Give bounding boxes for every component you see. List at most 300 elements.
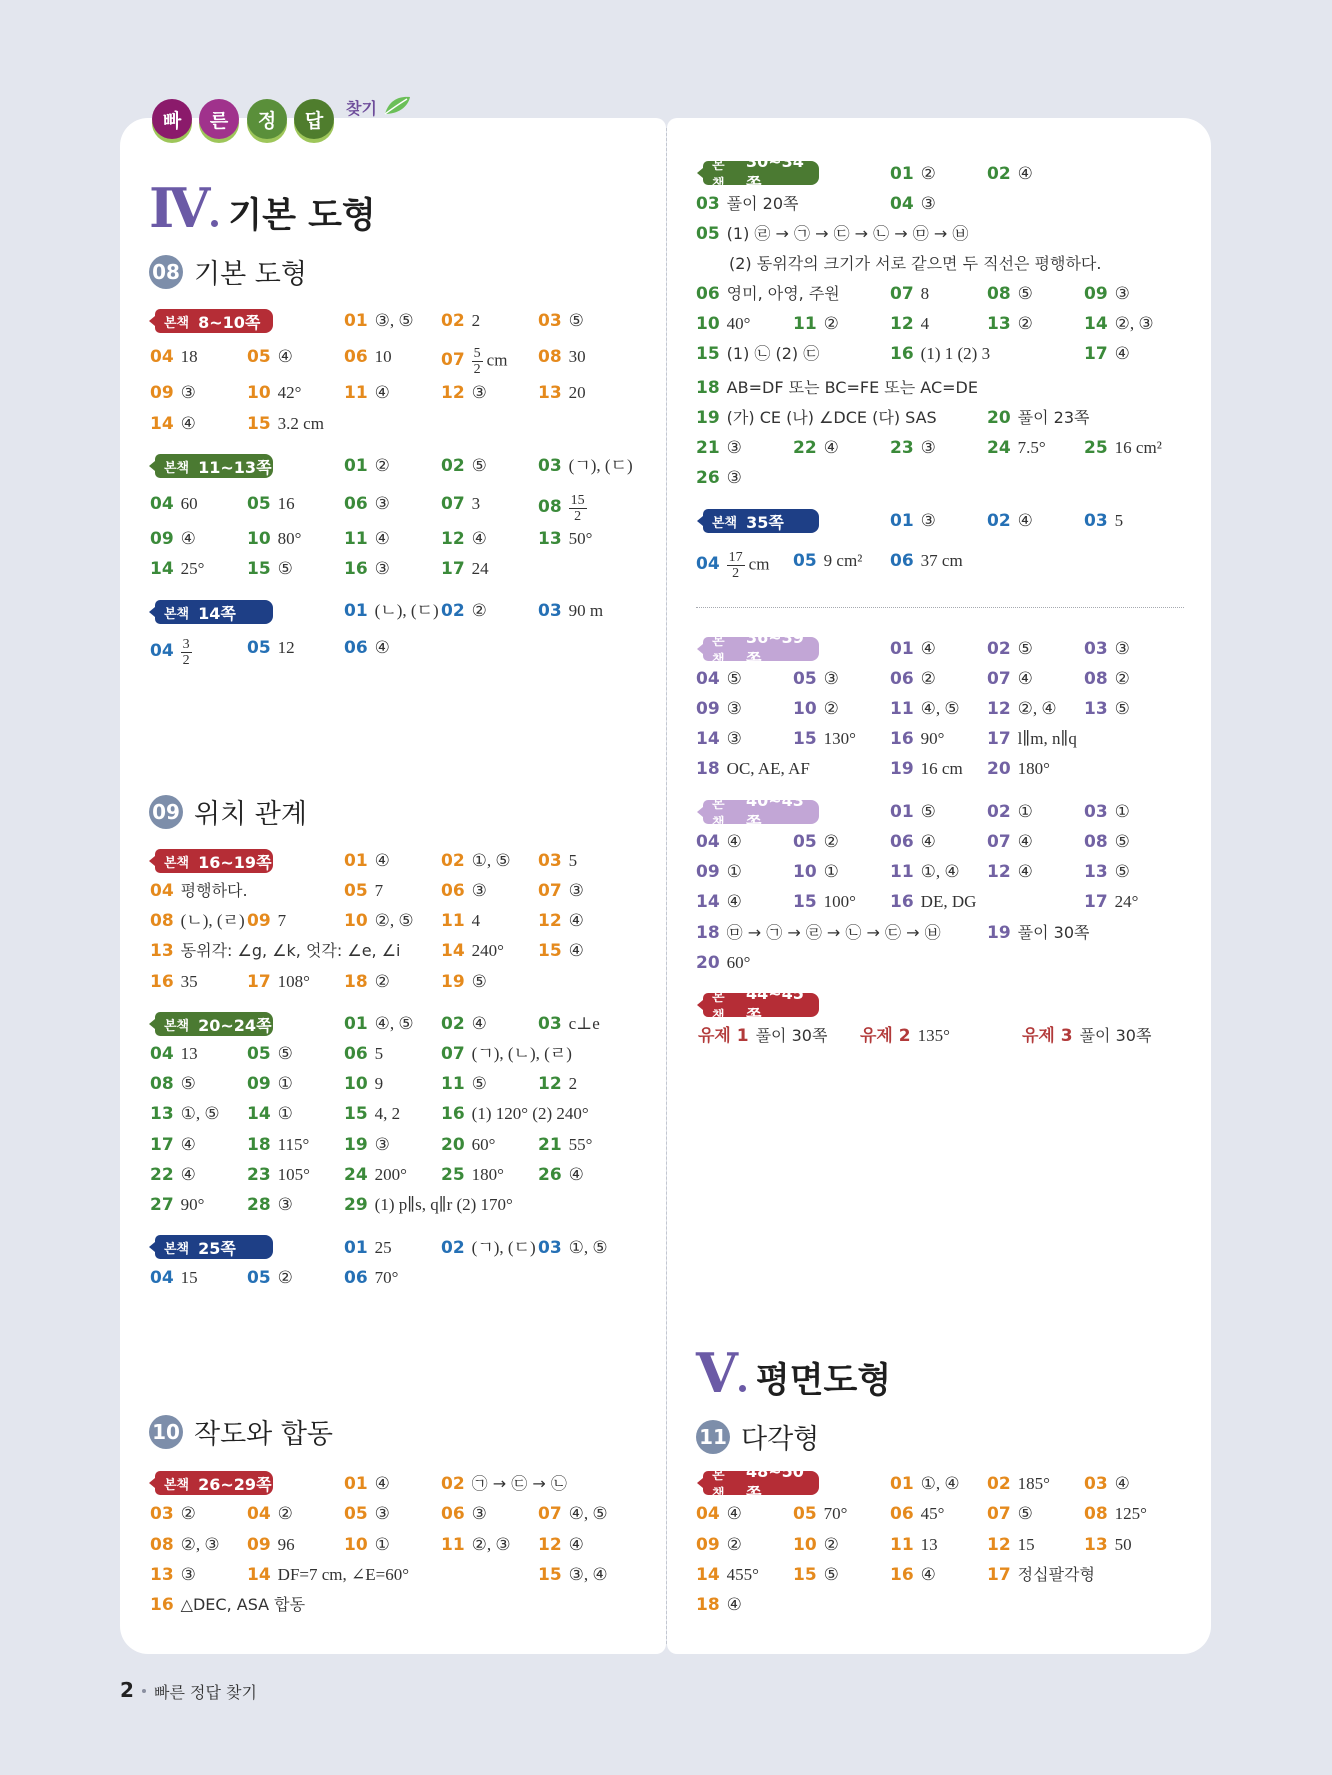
fraction	[472, 346, 483, 377]
answer-value: ④	[1017, 164, 1033, 183]
answer-value: ③	[920, 511, 936, 530]
question-number: 07	[987, 669, 1011, 689]
answer-item	[793, 1503, 847, 1525]
question-number: 14	[441, 941, 465, 961]
answer-value: ④	[1017, 862, 1033, 881]
answer-item	[987, 283, 1033, 305]
answer-value: ㉠ → ㉢ → ㉡	[471, 1474, 567, 1493]
answer-value: 5	[374, 1044, 384, 1063]
unit-numeral: Ⅴ	[696, 1344, 736, 1404]
question-number: 15	[344, 1104, 368, 1124]
answer-item	[150, 528, 196, 550]
pill-label: 본책	[164, 855, 190, 871]
answer-value: ①, ④	[920, 862, 960, 881]
answer-value: ③	[471, 1504, 487, 1523]
answer-item	[890, 1473, 960, 1495]
answer-item	[441, 940, 504, 962]
answer-value: 풀이 30쪽	[1017, 923, 1090, 942]
question-number: 09	[150, 383, 174, 403]
answer-value: ⑤	[277, 1044, 293, 1063]
answer-item	[441, 1164, 504, 1186]
question-number: 05	[793, 551, 817, 571]
answer-item	[987, 1564, 1095, 1586]
answer-item	[247, 1043, 293, 1065]
answer-value: 185°	[1017, 1474, 1050, 1493]
answer-item	[987, 758, 1050, 780]
page-range-pill	[703, 791, 819, 832]
answer-value: 3	[471, 494, 481, 513]
answer-value: AB=DF 또는 BC=FE 또는 AC=DE	[726, 378, 978, 397]
answer-value: ④	[1017, 669, 1033, 688]
answer-value: 4	[471, 911, 481, 930]
answer-value: ②	[1017, 314, 1033, 333]
question-number: 15	[793, 892, 817, 912]
answer-item	[890, 550, 963, 572]
question-number: 09	[247, 1074, 271, 1094]
answer-value: ②	[823, 1535, 839, 1554]
question-number: 03	[538, 1014, 562, 1034]
answer-item	[698, 1025, 827, 1047]
question-number: 09	[1084, 284, 1108, 304]
unit-dot	[739, 1385, 746, 1392]
answer-item	[150, 346, 198, 368]
answer-value: 42°	[277, 383, 302, 402]
page-range: 16~19쪽	[198, 852, 272, 872]
answer-value: ①	[1017, 802, 1033, 821]
answer-item	[793, 831, 839, 853]
leaf-icon	[383, 94, 411, 116]
question-number: 06	[344, 347, 368, 367]
answer-value: 200°	[374, 1165, 407, 1184]
answer-value: 9	[374, 1074, 384, 1093]
answer-item	[441, 382, 487, 404]
question-number: 06	[890, 551, 914, 571]
question-number: 18	[247, 1135, 271, 1155]
answer-item	[441, 910, 480, 932]
answer-value: 455°	[726, 1565, 759, 1584]
fraction-numerator: 17	[728, 550, 743, 565]
question-number: 09	[696, 699, 720, 719]
question-number: 04	[696, 1504, 720, 1524]
answer-item	[247, 382, 301, 404]
answer-value: ④	[180, 1165, 196, 1184]
question-number: 20	[441, 1135, 465, 1155]
chapter-title: 작도와 합동	[194, 1419, 333, 1450]
question-number: 01	[890, 1474, 914, 1494]
question-number: 13	[987, 314, 1011, 334]
answer-value: 16 cm	[920, 759, 963, 778]
question-number: 16	[890, 1565, 914, 1585]
answer-item	[247, 637, 295, 659]
question-number: 04	[150, 641, 174, 662]
answer-item	[344, 637, 390, 659]
question-number: 02	[987, 1474, 1011, 1494]
answer-value: (1) p∥s, q∥r (2) 170°	[374, 1195, 513, 1214]
page-range-pill	[703, 984, 819, 1025]
answer-value: 풀이 30쪽	[755, 1026, 828, 1045]
answer-item	[793, 698, 839, 720]
question-number: 03	[538, 1238, 562, 1258]
page-range: 26~29쪽	[198, 1474, 272, 1494]
pill-label: 본책	[164, 315, 190, 331]
fraction-denominator: 2	[574, 509, 582, 524]
answer-item	[247, 1103, 293, 1125]
question-number: 01	[344, 1014, 368, 1034]
question-number: 01	[344, 456, 368, 476]
answer-item	[247, 1267, 293, 1289]
question-number: 16	[890, 729, 914, 749]
answer-item	[890, 437, 936, 459]
answer-item	[696, 467, 742, 489]
answer-item	[987, 668, 1033, 690]
answer-value: 55°	[568, 1135, 593, 1154]
question-number: 19	[890, 759, 914, 779]
question-number: 05	[344, 881, 368, 901]
answer-item	[441, 880, 487, 902]
question-number: 02	[441, 311, 465, 331]
answer-item	[441, 1134, 495, 1156]
question-number: 17	[987, 1565, 1011, 1585]
fraction-numerator: 3	[182, 637, 190, 652]
answer-value: 35	[180, 972, 198, 991]
question-number: 06	[890, 832, 914, 852]
pill-label: 본책	[712, 515, 738, 531]
question-number: 14	[247, 1565, 271, 1585]
pill-label: 본책	[164, 1241, 190, 1257]
question-number: 13	[150, 1565, 174, 1585]
answer-value: ②	[726, 1535, 742, 1554]
answer-value: 7	[374, 881, 384, 900]
answer-value: 2	[471, 311, 481, 330]
question-number: 05	[247, 638, 271, 658]
answer-item	[1084, 343, 1130, 365]
answer-value: 2	[568, 1074, 578, 1093]
answer-value: ④	[726, 892, 742, 911]
answer-value: ①, ⑤	[471, 851, 511, 870]
answer-item	[890, 343, 990, 365]
question-number: 06	[344, 1044, 368, 1064]
question-number: 01	[344, 601, 368, 621]
answer-value: 4	[920, 314, 930, 333]
answer-item	[150, 1503, 196, 1525]
answer-value: ③	[374, 494, 390, 513]
answer-value: 풀이 30쪽	[1079, 1026, 1152, 1045]
unit-dot	[211, 220, 218, 227]
answer-item	[344, 1134, 390, 1156]
answer-value: ⑤	[1114, 832, 1130, 851]
question-number: 08	[150, 911, 174, 931]
answer-value: 40°	[726, 314, 751, 333]
answer-item	[1084, 698, 1130, 720]
answer-item	[696, 1503, 742, 1525]
question-number: 09	[696, 862, 720, 882]
question-number: 13	[1084, 1535, 1108, 1555]
answer-item	[344, 1164, 407, 1186]
answer-item	[1084, 861, 1130, 883]
question-number: 16	[150, 972, 174, 992]
question-number: 07	[987, 832, 1011, 852]
question-number: 03	[1084, 511, 1108, 531]
answer-value: 180°	[471, 1165, 504, 1184]
question-number: 09	[247, 911, 271, 931]
answer-value: (ㄱ), (ㄷ)	[568, 456, 633, 475]
question-number: 08	[1084, 832, 1108, 852]
question-number: 05	[247, 494, 271, 514]
answer-value: ④	[374, 1474, 390, 1493]
header-badge: 정	[247, 99, 287, 139]
footer-title: 빠른 정답 찾기	[154, 1683, 257, 1702]
answer-value: ④	[920, 1565, 936, 1584]
question-number: 08	[538, 497, 562, 518]
question-number: 11	[890, 1535, 914, 1555]
answer-item	[696, 437, 742, 459]
answer-item	[538, 1237, 608, 1259]
answer-value: ⑤	[471, 456, 487, 475]
answer-value: ⑤	[180, 1074, 196, 1093]
question-number: 03	[696, 194, 720, 214]
answer-item	[538, 528, 592, 550]
answer-item	[987, 698, 1057, 720]
answer-item	[890, 801, 936, 823]
answer-item	[696, 922, 941, 944]
answer-value: 240°	[471, 941, 504, 960]
question-number: 03	[1084, 1474, 1108, 1494]
question-number: 12	[538, 911, 562, 931]
answer-item	[538, 1534, 584, 1556]
answer-item	[150, 1267, 198, 1289]
answer-item	[890, 638, 936, 660]
answer-item	[793, 313, 839, 335]
answer-value: 125°	[1114, 1504, 1147, 1523]
question-number: 19	[441, 972, 465, 992]
fraction-numerator: 15	[570, 493, 585, 508]
answer-value: (가) CE (나) ∠DCE (다) SAS	[726, 408, 937, 427]
answer-item	[1084, 801, 1130, 823]
answer-value: 15	[180, 1268, 198, 1287]
answer-item	[247, 1134, 309, 1156]
answer-item	[793, 861, 839, 883]
answer-item	[1084, 1473, 1130, 1495]
question-number: 01	[344, 311, 368, 331]
answer-value: 5	[1114, 511, 1124, 530]
question-number: 03	[1084, 639, 1108, 659]
question-number: 01	[890, 639, 914, 659]
question-number: 04	[150, 1268, 174, 1288]
answer-value: ②	[920, 164, 936, 183]
answer-item	[793, 891, 856, 913]
question-number: 20	[987, 759, 1011, 779]
question-number: 11	[890, 862, 914, 882]
question-number: 14	[150, 559, 174, 579]
answer-item	[538, 1164, 584, 1186]
answer-value: (2) 동위각의 크기가 서로 같으면 두 직선은 평행하다.	[729, 254, 1102, 273]
answer-item	[1084, 831, 1130, 853]
header-badge: 빠	[152, 99, 192, 139]
question-number: 07	[890, 284, 914, 304]
answer-item	[441, 971, 487, 993]
answer-value: ①, ⑤	[568, 1238, 608, 1257]
question-number: 18	[696, 1595, 720, 1615]
answer-item	[247, 1564, 409, 1586]
question-number: 11	[441, 1074, 465, 1094]
answer-item	[441, 1043, 572, 1065]
question-number: 04	[150, 881, 174, 901]
question-number: 11	[890, 699, 914, 719]
answer-value: 24	[471, 559, 489, 578]
answer-item	[150, 493, 198, 515]
answer-value: 70°	[823, 1504, 848, 1523]
answer-item	[538, 1073, 577, 1095]
answer-value: 90°	[180, 1195, 205, 1214]
chapter-number: 08	[149, 255, 183, 289]
question-number: 10	[247, 383, 271, 403]
header-badge: 답	[294, 99, 334, 139]
pill-label: 본책	[712, 634, 725, 668]
answer-item	[344, 455, 390, 477]
question-number: 10	[793, 1535, 817, 1555]
page-range: 20~24쪽	[198, 1015, 272, 1035]
answer-item	[696, 193, 799, 215]
question-number: 06	[344, 638, 368, 658]
answer-item	[441, 850, 511, 872]
question-number: 10	[696, 314, 720, 334]
question-number: 29	[344, 1195, 368, 1215]
answer-value: ④	[568, 1165, 584, 1184]
answer-value: ④	[277, 347, 293, 366]
question-number: 05	[793, 832, 817, 852]
answer-item	[1084, 437, 1162, 459]
answer-item	[150, 1164, 196, 1186]
answer-item	[150, 910, 245, 932]
question-number: 12	[987, 699, 1011, 719]
answer-item	[247, 528, 301, 550]
question-number: 02	[987, 802, 1011, 822]
fraction-numerator: 5	[473, 346, 481, 361]
question-number: 06	[441, 1504, 465, 1524]
answer-item	[344, 1473, 390, 1495]
question-number: 15	[696, 344, 720, 364]
answer-item	[344, 971, 390, 993]
page-range-pill	[155, 1012, 273, 1036]
answer-value: ④	[726, 1504, 742, 1523]
answer-value: 115°	[277, 1135, 310, 1154]
question-number: 21	[538, 1135, 562, 1155]
answer-value: ③	[920, 194, 936, 213]
answer-value: 16	[277, 494, 295, 513]
answer-value: ②, ③	[1114, 314, 1154, 333]
answer-value: ③, ⑤	[374, 311, 414, 330]
page-spine	[666, 128, 667, 1644]
answer-item	[890, 728, 944, 750]
question-number: 14	[150, 414, 174, 434]
answer-value: ①	[277, 1074, 293, 1093]
question-number: 26	[538, 1165, 562, 1185]
question-number: 02	[441, 456, 465, 476]
question-number: 17	[987, 729, 1011, 749]
question-number: 21	[696, 438, 720, 458]
answer-value: 5	[568, 851, 578, 870]
answer-item	[696, 758, 810, 780]
question-number: 28	[247, 1195, 271, 1215]
page-range: 36~39쪽	[745, 628, 804, 669]
answer-value: OC, AE, AF	[726, 759, 810, 778]
pill-label: 본책	[164, 606, 190, 622]
question-number: 01	[890, 802, 914, 822]
answer-item	[793, 668, 839, 690]
answer-value: ①	[277, 1104, 293, 1123]
unit-name: 기본 도형	[228, 196, 376, 236]
answer-value: 25°	[180, 559, 205, 578]
answer-item	[538, 850, 577, 872]
unit-title	[149, 176, 376, 240]
answer-item	[696, 1594, 742, 1616]
answer-item	[150, 880, 248, 902]
unit-name: 평면도형	[755, 1361, 892, 1401]
chapter-title: 기본 도형	[194, 259, 307, 290]
answer-item	[344, 1267, 398, 1289]
answer-item	[441, 1103, 589, 1125]
question-number: 25	[1084, 438, 1108, 458]
question-number: 12	[538, 1535, 562, 1555]
question-number: 17	[150, 1135, 174, 1155]
question-number: 22	[150, 1165, 174, 1185]
question-number: 11	[793, 314, 817, 334]
question-number: 01	[344, 1474, 368, 1494]
question-number: 06	[344, 1268, 368, 1288]
question-number: 19	[987, 923, 1011, 943]
answer-value: ④, ⑤	[920, 699, 960, 718]
question-number: 24	[987, 438, 1011, 458]
answer-value: ④	[1017, 832, 1033, 851]
answer-value: 풀이 20쪽	[726, 194, 799, 213]
question-number: 25	[441, 1165, 465, 1185]
answer-item	[1084, 313, 1154, 335]
answer-value: ③	[374, 559, 390, 578]
answer-value: 7.5°	[1017, 438, 1046, 457]
question-number: 12	[538, 1074, 562, 1094]
answer-item	[150, 1594, 305, 1616]
answer-item	[890, 283, 929, 305]
page-range-pill	[703, 152, 819, 193]
answer-item	[696, 313, 750, 335]
answer-item	[890, 163, 936, 185]
question-number: 04	[696, 832, 720, 852]
question-number: 11	[344, 383, 368, 403]
answer-item	[987, 510, 1033, 532]
answer-value: ④	[920, 832, 936, 851]
answer-item	[538, 880, 584, 902]
answer-item	[247, 971, 310, 993]
question-number: 20	[696, 953, 720, 973]
answer-item	[344, 558, 390, 580]
answer-value: 24°	[1114, 892, 1139, 911]
answer-value: 108°	[277, 972, 310, 991]
question-number: 07	[538, 1504, 562, 1524]
page-range: 11~13쪽	[198, 457, 272, 477]
question-number: 04	[696, 554, 720, 575]
question-number: 13	[538, 383, 562, 403]
answer-item	[1084, 668, 1130, 690]
answer-value: ②	[180, 1504, 196, 1523]
question-number: 10	[793, 862, 817, 882]
question-number: 05	[247, 347, 271, 367]
answer-item	[696, 343, 819, 365]
question-number: 02	[441, 1474, 465, 1494]
question-number: 22	[793, 438, 817, 458]
chapter-number: 10	[149, 1415, 183, 1449]
question-number: 15	[793, 1565, 817, 1585]
question-number: 09	[696, 1535, 720, 1555]
